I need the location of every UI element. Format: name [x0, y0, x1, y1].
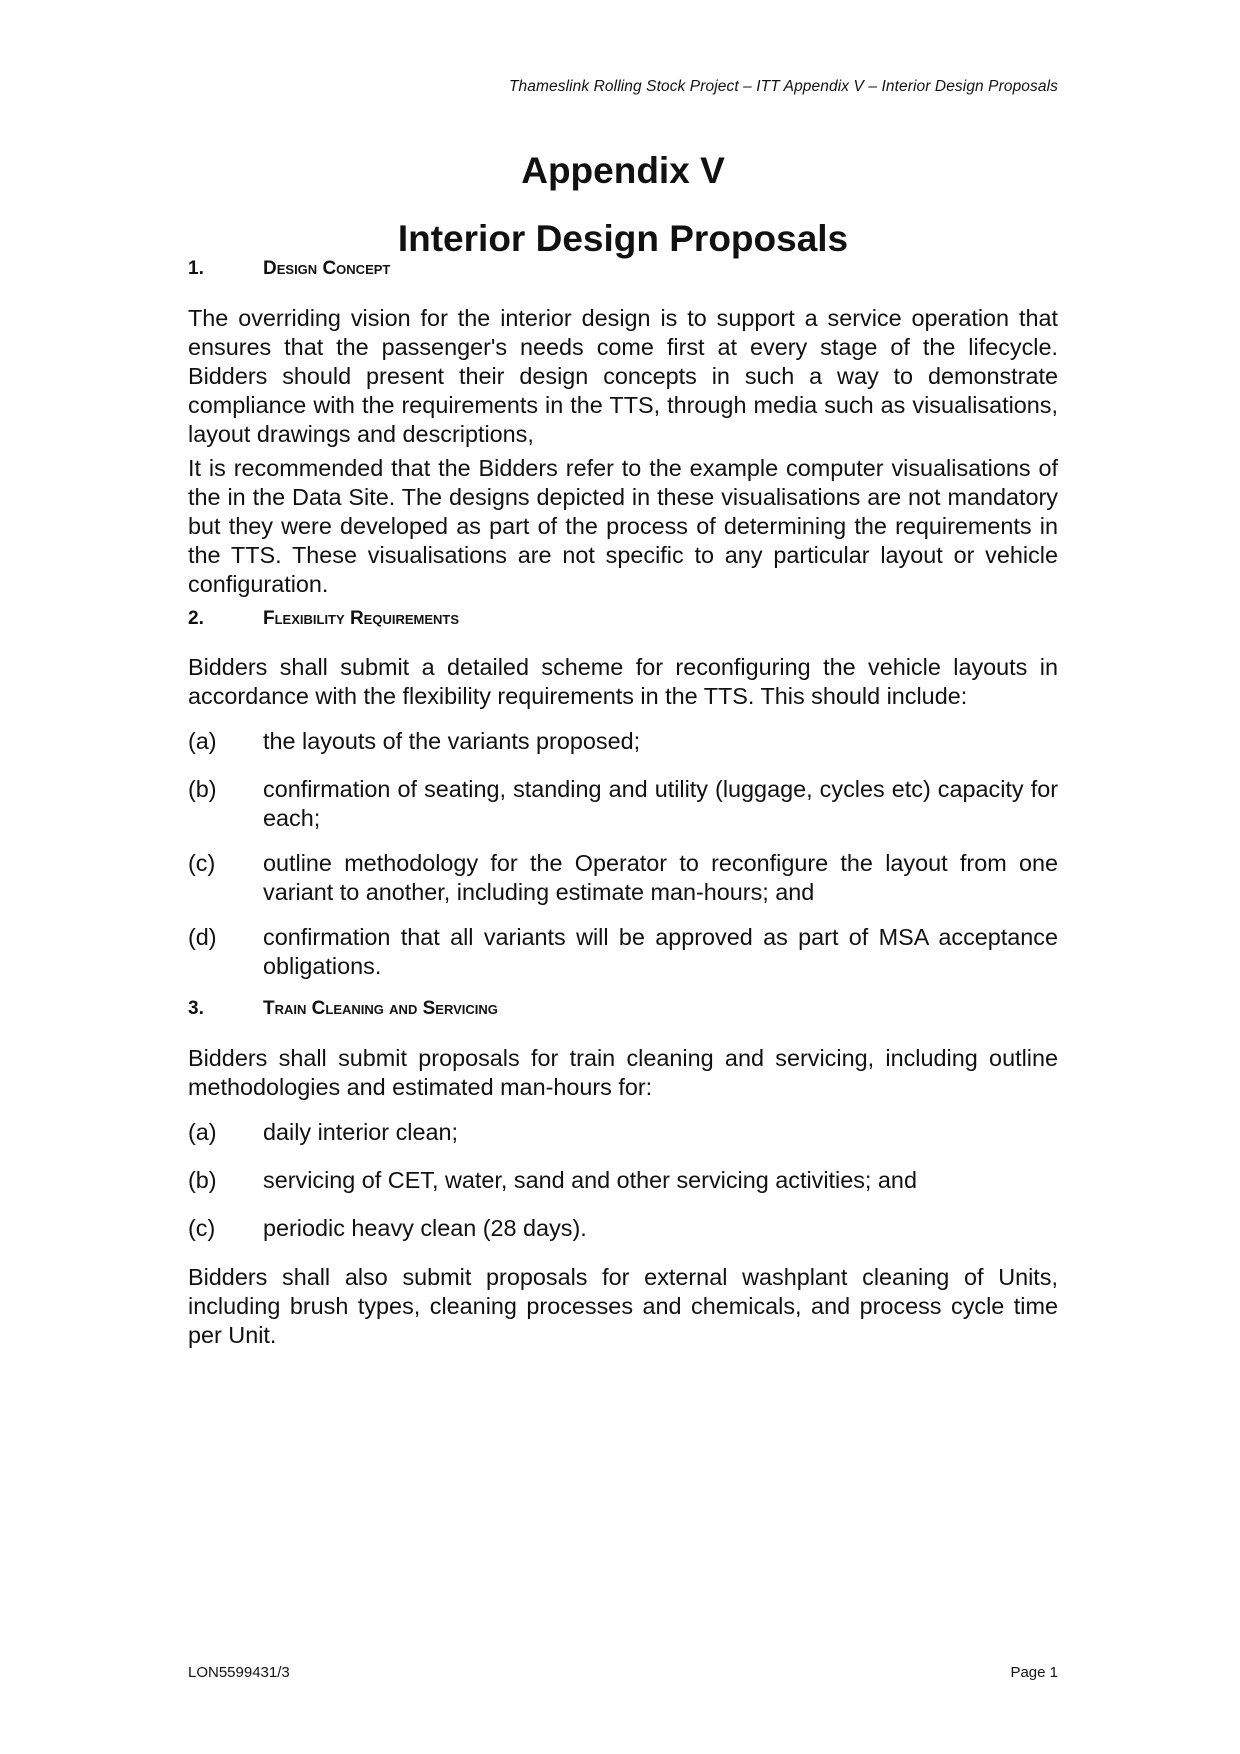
document-title-subject: Interior Design Proposals	[397, 218, 849, 259]
list-item-label: (a)	[188, 1119, 217, 1145]
list-item-label: (c)	[188, 1215, 216, 1241]
document-reference: LON5599431/3	[188, 1664, 290, 1681]
list-item	[188, 849, 1058, 907]
section-heading-1	[188, 258, 1058, 280]
paragraph: Bidders shall submit proposals for train cleaning and servicing, including outline methodologies and estimated man-hours for:	[188, 1045, 1058, 1100]
list-item-text: periodic heavy clean (28 days).	[263, 1215, 587, 1241]
running-header: Thameslink Rolling Stock Project – ITT Appendix V – Interior Design Proposals	[508, 78, 1058, 95]
section-title: Train Cleaning and Servicing	[263, 998, 498, 1019]
list-item	[188, 775, 1058, 833]
list-item-text: the layouts of the variants proposed;	[263, 728, 641, 754]
document-title-appendix: Appendix V	[521, 150, 725, 191]
list-item	[188, 1166, 1058, 1195]
list-item-text: daily interior clean;	[263, 1119, 459, 1145]
page-number: Page 1	[1010, 1664, 1058, 1681]
list-item	[188, 1214, 1058, 1243]
paragraph: The overriding vision for the interior design is to support a service operation that ensures that the passenger's needs come first at every stage of the lifecycle. Bidders should present their design concepts in such a way to demonstrate compliance with the requirements in the TTS, through media such as visualisations, layout drawings and descriptions,	[188, 305, 1058, 447]
list-item-label: (b)	[188, 1167, 217, 1193]
section-title: Design Concept	[263, 258, 391, 279]
list-item	[188, 1118, 1058, 1147]
list-item-text: confirmation of seating, standing and utility (luggage, cycles etc) capacity for each;	[263, 776, 1058, 831]
section-number: 2.	[188, 608, 204, 629]
section-heading-3	[188, 998, 1058, 1020]
list-item	[188, 727, 1058, 756]
list-item-text: confirmation that all variants will be approved as part of MSA acceptance obligations.	[263, 924, 1058, 979]
paragraph: Bidders shall also submit proposals for external washplant cleaning of Units, including brush types, cleaning processes and chemicals, and process cycle time per Unit.	[188, 1264, 1058, 1348]
section-number: 3.	[188, 998, 204, 1019]
list-item-text: servicing of CET, water, sand and other servicing activities; and	[263, 1167, 917, 1193]
list-item-label: (a)	[188, 728, 217, 754]
list-item-label: (b)	[188, 776, 217, 802]
list-item-text: outline methodology for the Operator to reconfigure the layout from one variant to another, including estimate man-hours; and	[263, 850, 1058, 905]
list-item	[188, 923, 1058, 981]
paragraph: It is recommended that the Bidders refer to the example computer visualisations of the in the Data Site. The designs depicted in these visualisations are not mandatory but they were developed as part of the process of determining the requirements in the TTS. These visualisations are not specific to any particular layout or vehicle configuration.	[188, 455, 1058, 597]
list-item-label: (c)	[188, 850, 216, 876]
section-number: 1.	[188, 258, 204, 279]
paragraph: Bidders shall submit a detailed scheme for reconfiguring the vehicle layouts in accordance with the flexibility requirements in the TTS. This should include:	[188, 654, 1058, 709]
section-title: Flexibility Requirements	[263, 608, 460, 629]
section-heading-2	[188, 608, 1058, 630]
list-item-label: (d)	[188, 924, 217, 950]
